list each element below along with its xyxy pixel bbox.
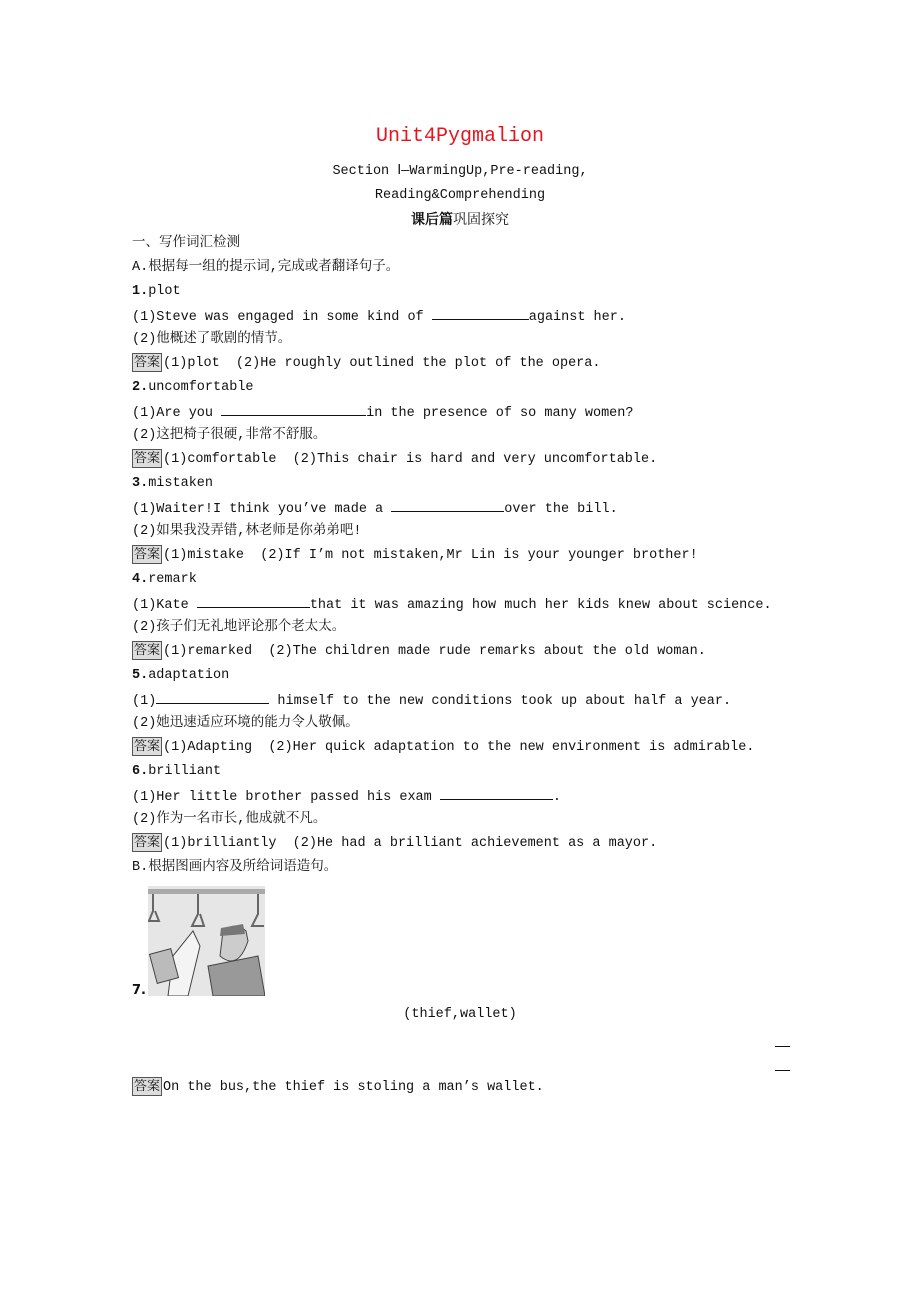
item-answer [132,353,601,375]
translate-sentence: (2)她迅速适应环境的能力令人敬佩。 [132,716,359,731]
fill-blank-sentence [132,785,561,807]
item-keyword: mistaken [148,476,214,491]
answer-text: (1)mistake (2)If I’m not mistaken,Mr Lin is your younger brother! [163,548,698,563]
item-number: 6. [132,764,149,779]
translate-sentence: (2)这把椅子很硬,非常不舒服。 [132,428,327,443]
sentence-prefix: (1)Her little brother passed his exam [132,790,440,805]
item-word [132,473,213,495]
answer-blank [156,689,269,704]
answer-blank [440,785,553,800]
item-number: 3. [132,476,149,491]
item-word [132,569,197,591]
sentence-suffix: . [552,790,561,805]
sentence-prefix: (1)Steve was engaged in some kind of [132,310,432,325]
fill-blank-sentence [132,305,626,327]
sentence-prefix: (1)Waiter!I think you’ve made a [132,502,392,517]
item-answer [132,449,657,471]
heading-bold: 课后篇 [411,212,453,228]
item-7-hint: (thief,wallet) [403,1007,517,1022]
item-keyword: brilliant [148,764,222,779]
fill-blank-sentence [132,401,633,423]
part-one-heading: 一、写作词汇检测 [132,236,240,251]
sentence-prefix: (1) [132,694,157,709]
sentence-suffix: that it was amazing how much her kids knew about science. [309,598,772,613]
sentence-suffix: over the bill. [504,502,618,517]
section-subtitle-line1: Section Ⅰ—WarmingUp,Pre-reading, [332,164,588,179]
item-word [132,377,254,399]
item-word [132,665,229,687]
translate-sentence: (2)作为一名市长,他成就不凡。 [132,812,327,827]
answer-badge: 答案 [134,547,161,562]
item-number: 1. [132,284,149,299]
translate-sentence: (2)如果我没弄错,林老师是你弟弟吧! [132,524,362,539]
answer-text: (1)remarked (2)The children made rude remarks about the old woman. [163,644,706,659]
item-keyword: adaptation [148,668,230,683]
item-answer [132,545,698,567]
item-keyword: plot [148,284,181,299]
fill-blank-sentence [132,689,731,711]
item-keyword: remark [148,572,197,587]
answer-badge: 答案 [134,1079,161,1094]
sentence-prefix: (1)Are you [132,406,222,421]
part-b-instruction: B.根据图画内容及所给词语造句。 [132,860,338,875]
section-heading [0,209,920,231]
part-a-instruction: A.根据每一组的提示词,完成或者翻译句子。 [132,260,400,275]
heading-rest: 巩固探究 [453,212,509,228]
answer-blank [197,593,310,608]
answer-text: (1)Adapting (2)Her quick adaptation to the new environment is admirable. [163,740,755,755]
answer-text: (1)comfortable (2)This chair is hard and very uncomfortable. [163,452,658,467]
answer-badge: 答案 [134,355,161,370]
item-7-answer [132,1077,544,1099]
fill-blank-sentence [132,497,618,519]
fill-blank-sentence [132,593,772,615]
answer-badge: 答案 [134,643,161,658]
translate-sentence: (2)他概述了歌剧的情节。 [132,332,292,347]
sentence-suffix: in the presence of so many women? [366,406,634,421]
translate-sentence: (2)孩子们无礼地评论那个老太太。 [132,620,346,635]
section-subtitle-line2: Reading&Comprehending [374,188,546,203]
item-number: 4. [132,572,149,587]
document-title: Unit4Pygmalion [375,125,545,148]
item-7-number: 7. [132,983,146,998]
answer-blank [432,305,529,320]
item-number: 5. [132,668,149,683]
item-number: 2. [132,380,149,395]
answer-text: On the bus,the thief is stoling a man’s wallet. [163,1080,544,1095]
sentence-prefix: (1)Kate [132,598,197,613]
answer-text: (1)brilliantly (2)He had a brilliant achievement as a mayor. [163,836,658,851]
answer-blank [221,401,366,416]
answer-badge: 答案 [134,451,161,466]
answer-badge: 答案 [134,835,161,850]
answer-badge: 答案 [134,739,161,754]
answer-line [775,1070,790,1071]
item-answer [132,833,657,855]
answer-text: (1)plot (2)He roughly outlined the plot of the opera. [163,356,601,371]
item-keyword: uncomfortable [148,380,254,395]
answer-line [775,1046,790,1047]
sentence-suffix: against her. [528,310,626,325]
thief-on-bus-illustration [148,886,265,996]
item-word [132,761,221,783]
item-answer [132,737,754,759]
item-word [132,281,181,303]
sentence-suffix: himself to the new conditions took up about half a year. [269,694,732,709]
answer-blank [391,497,504,512]
item-answer [132,641,706,663]
